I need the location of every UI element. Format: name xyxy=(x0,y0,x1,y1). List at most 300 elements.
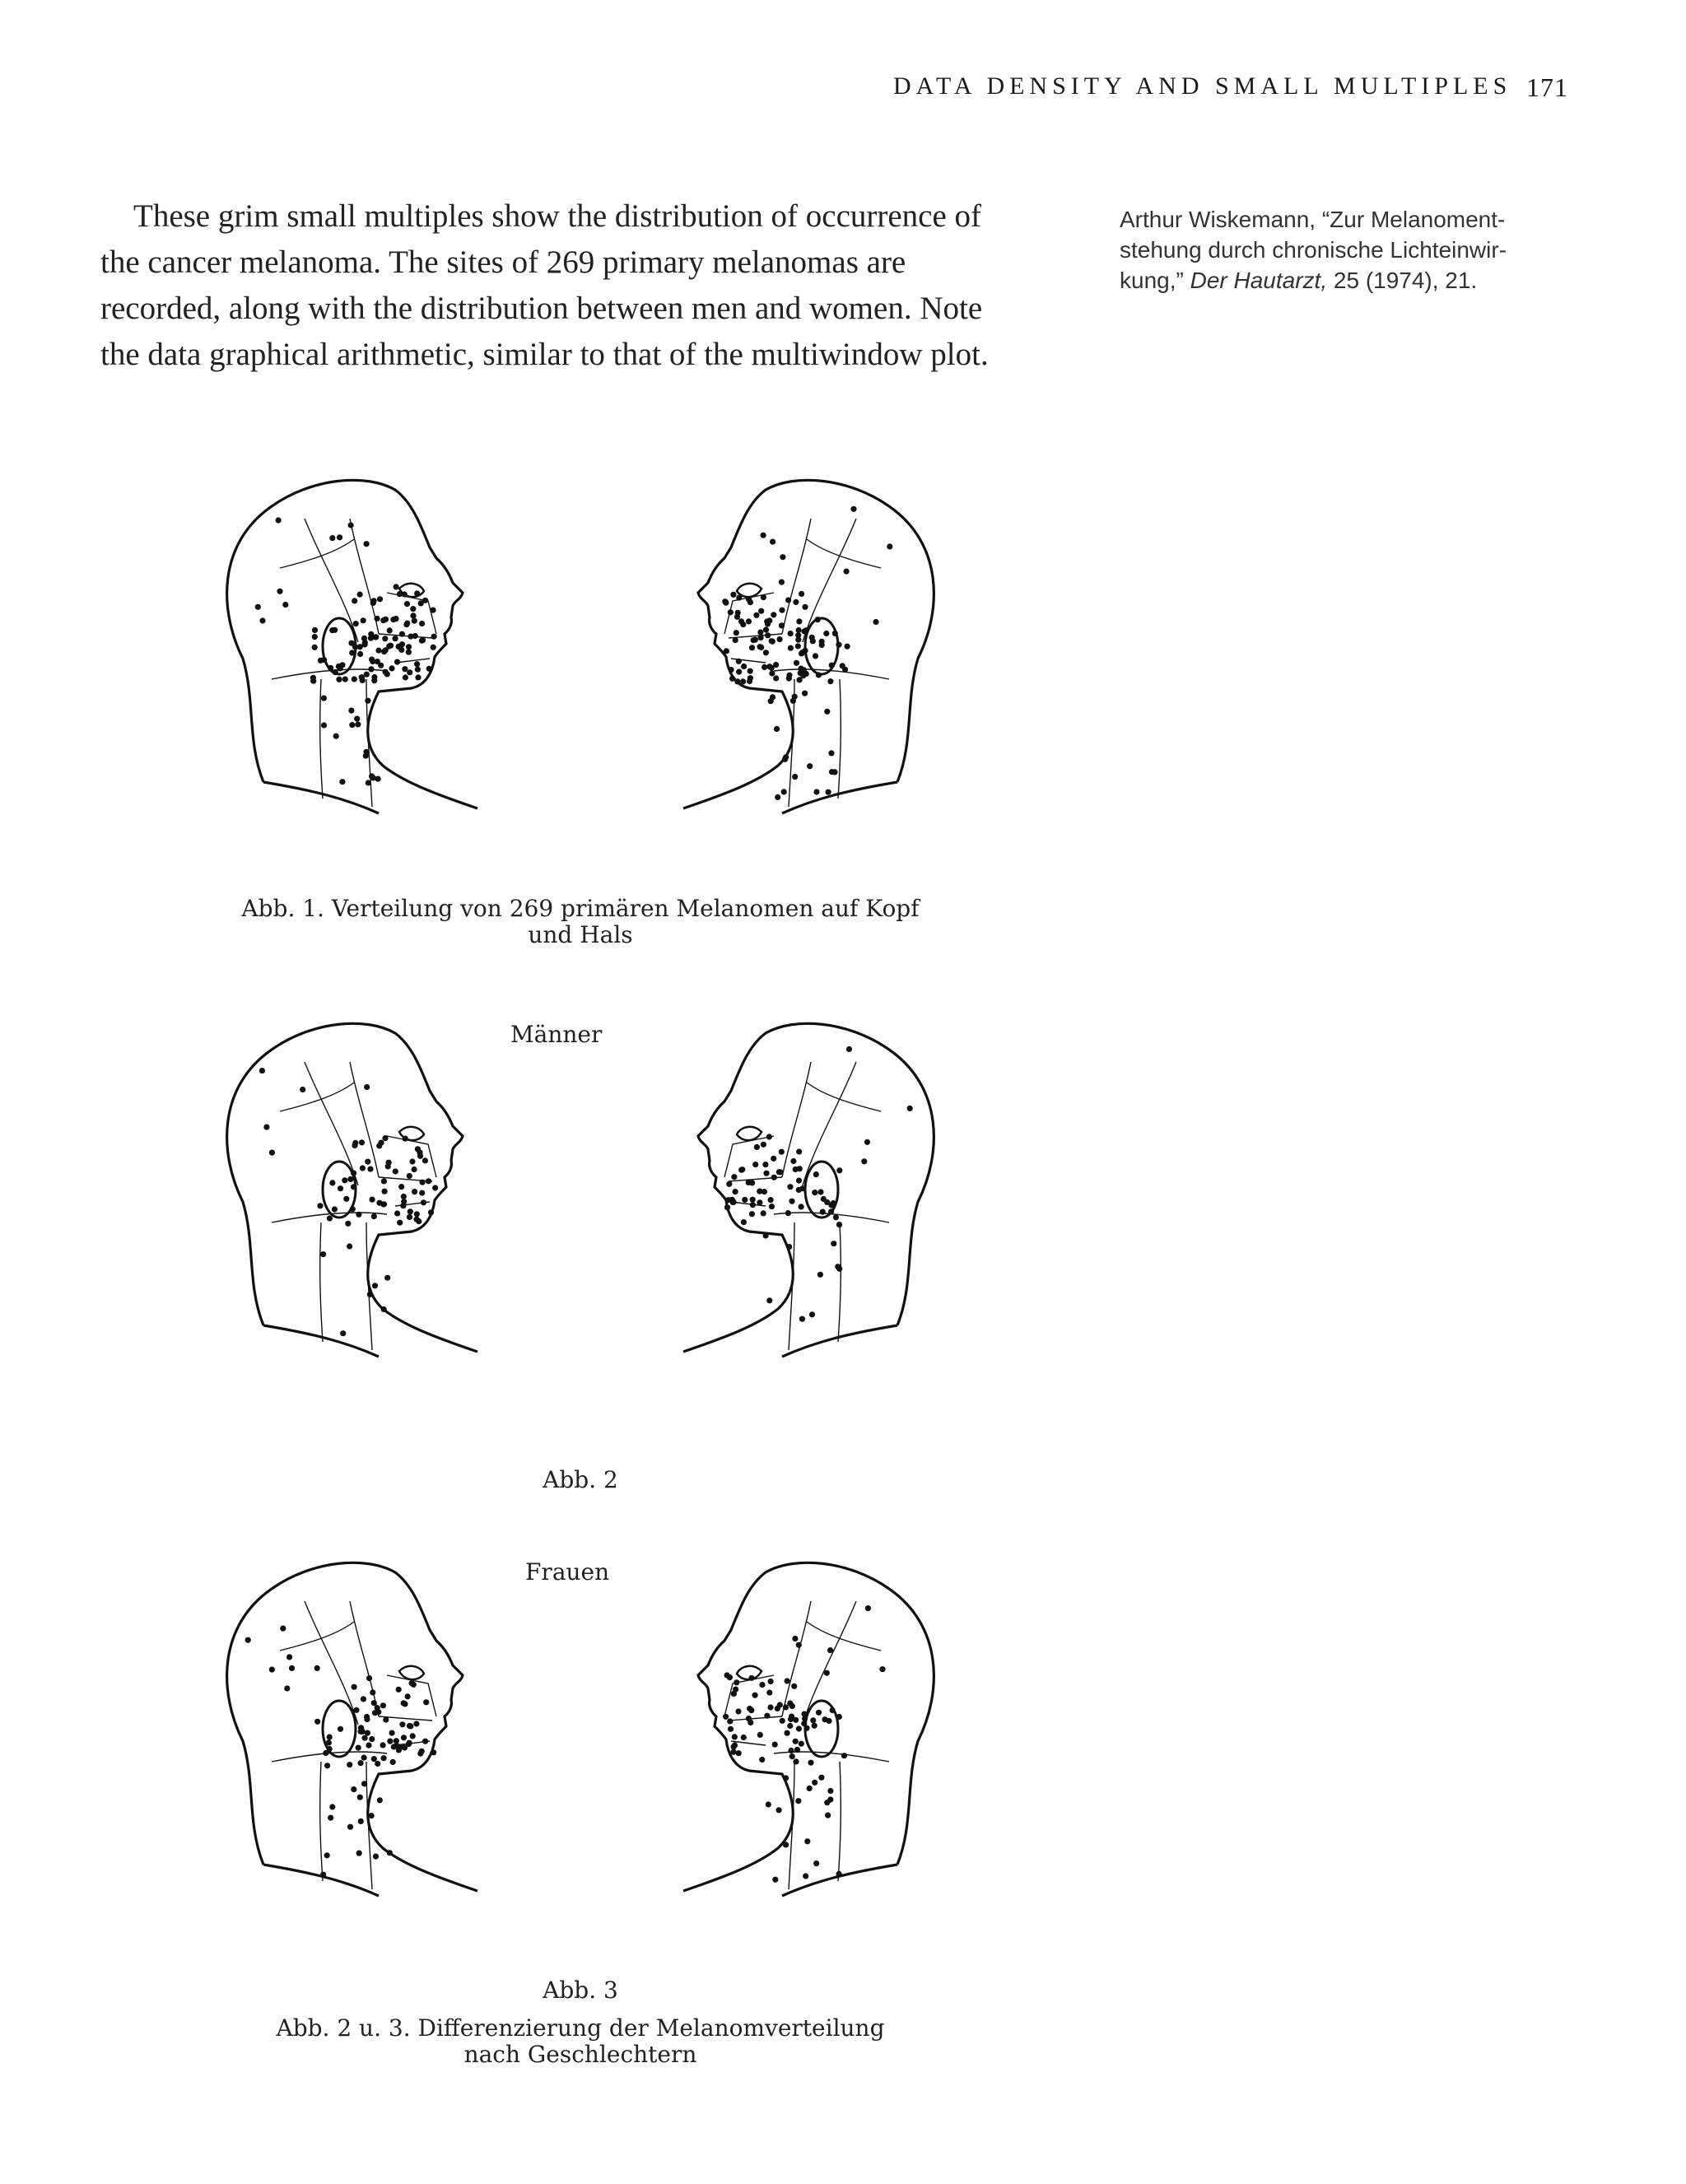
melanoma-site-dot xyxy=(361,1755,367,1761)
melanoma-site-dot xyxy=(802,691,808,696)
melanoma-site-dot xyxy=(362,641,368,647)
melanoma-site-dot xyxy=(422,1739,428,1744)
melanoma-site-dot xyxy=(393,1168,398,1174)
melanoma-site-dot xyxy=(823,631,829,636)
melanoma-site-dot xyxy=(269,1150,275,1156)
melanoma-site-dot xyxy=(411,1682,417,1688)
melanoma-site-dot xyxy=(828,1208,834,1214)
melanoma-site-dot xyxy=(773,675,779,681)
melanoma-site-dot xyxy=(779,608,785,613)
melanoma-site-dot xyxy=(770,694,775,700)
melanoma-site-dot xyxy=(757,1189,762,1194)
melanoma-site-dot xyxy=(407,1723,412,1729)
melanoma-site-dot xyxy=(741,1219,747,1225)
melanoma-site-dot xyxy=(386,643,392,649)
melanoma-site-dot xyxy=(404,601,410,607)
melanoma-site-dot xyxy=(358,1725,364,1730)
melanoma-site-dot xyxy=(363,753,369,759)
melanoma-site-dot xyxy=(758,645,764,650)
melanoma-site-dot xyxy=(360,1165,366,1171)
melanoma-site-dot xyxy=(779,622,785,628)
melanoma-site-dot xyxy=(366,1675,372,1681)
head-profile-left-facing xyxy=(683,480,934,813)
body-paragraph: These grim small multiples show the distribution of occurrence of the cancer melanoma. The sites of 269 primary melanomas are recorded, along with the distribution between men and women. Note the data graphical arithmetic, similar to that of the multiwindow plot. xyxy=(100,198,989,372)
melanoma-site-dot xyxy=(768,1679,774,1684)
melanoma-site-dot xyxy=(414,1211,420,1217)
melanoma-site-dot xyxy=(353,621,359,626)
figure-3 xyxy=(189,1552,971,1898)
melanoma-site-dot xyxy=(364,541,370,547)
melanoma-site-dot xyxy=(770,639,775,645)
melanoma-site-dot xyxy=(355,721,361,727)
melanoma-site-dot xyxy=(431,1749,436,1755)
melanoma-site-dot xyxy=(415,667,421,673)
melanoma-site-dot xyxy=(779,580,785,585)
melanoma-site-dot xyxy=(391,1744,397,1749)
melanoma-site-dot xyxy=(734,630,739,636)
melanoma-site-dot xyxy=(777,1702,783,1707)
melanoma-site-dot xyxy=(788,645,794,651)
melanoma-site-dot xyxy=(431,645,436,650)
head-outline xyxy=(272,1752,387,1762)
melanoma-site-dot xyxy=(802,648,808,654)
melanoma-site-dot xyxy=(729,667,734,673)
melanoma-site-dot xyxy=(419,638,425,644)
melanoma-site-dot xyxy=(426,1178,431,1184)
melanoma-site-dot xyxy=(329,535,335,541)
melanoma-site-dot xyxy=(746,1180,752,1185)
melanoma-site-dot xyxy=(793,1758,799,1764)
melanoma-site-dot xyxy=(373,634,379,640)
melanoma-site-dot xyxy=(381,1306,387,1312)
melanoma-site-dot xyxy=(414,590,420,596)
melanoma-site-dot xyxy=(829,663,835,668)
melanoma-site-dot xyxy=(321,722,327,728)
melanoma-site-dot xyxy=(367,1167,373,1172)
melanoma-site-dot xyxy=(732,1742,738,1748)
melanoma-site-dot xyxy=(796,1187,802,1193)
melanoma-site-dot xyxy=(793,599,799,605)
melanoma-site-dot xyxy=(376,1143,382,1148)
head-outline xyxy=(838,679,841,799)
melanoma-site-dot xyxy=(419,1749,425,1754)
melanoma-site-dot xyxy=(825,1813,831,1818)
melanoma-site-dot xyxy=(350,1206,356,1212)
melanoma-site-dot xyxy=(781,789,787,794)
melanoma-site-dot xyxy=(741,664,747,669)
melanoma-site-dot xyxy=(907,1106,913,1111)
melanoma-site-dot xyxy=(785,1210,791,1216)
sidenote-text: Arthur Wiskemann, “Zur Melanoment-stehung durch chronische Lichteinwir-kung,” xyxy=(1120,207,1507,293)
melanoma-site-dot xyxy=(827,1647,833,1653)
melanoma-site-dot xyxy=(831,1241,836,1246)
melanoma-site-dot xyxy=(828,750,834,756)
head-outline xyxy=(320,1762,323,1881)
melanoma-site-dot xyxy=(736,595,742,601)
melanoma-site-dot xyxy=(836,642,841,648)
melanoma-site-dot xyxy=(785,597,791,603)
melanoma-site-dot xyxy=(353,1707,359,1713)
melanoma-site-dot xyxy=(365,1159,370,1165)
melanoma-site-dot xyxy=(758,635,764,640)
head-diagram-men xyxy=(189,1013,971,1358)
melanoma-site-dot xyxy=(351,1184,356,1190)
melanoma-site-dot xyxy=(813,1171,819,1177)
melanoma-site-dot xyxy=(409,1158,415,1164)
melanoma-site-dot xyxy=(748,1675,754,1681)
melanoma-site-dot xyxy=(750,1197,756,1203)
melanoma-site-dot xyxy=(245,1637,251,1643)
melanoma-site-dot xyxy=(406,650,412,655)
melanoma-site-dot xyxy=(356,1851,362,1856)
melanoma-site-dot xyxy=(792,1636,798,1641)
melanoma-site-dot xyxy=(799,591,804,597)
melanoma-site-dot xyxy=(415,1146,421,1152)
melanoma-site-dot xyxy=(365,1730,370,1736)
melanoma-site-dot xyxy=(414,661,420,667)
melanoma-site-dot xyxy=(749,645,755,650)
melanoma-site-dot xyxy=(735,1708,741,1714)
eye-outline xyxy=(399,1666,424,1679)
melanoma-site-dot xyxy=(255,604,261,610)
melanoma-site-dot xyxy=(787,1184,793,1190)
melanoma-site-dot xyxy=(813,653,818,659)
melanoma-site-dot xyxy=(369,1813,375,1818)
melanoma-site-dot xyxy=(326,1739,332,1745)
melanoma-site-dot xyxy=(323,1750,328,1756)
running-head xyxy=(893,72,1568,105)
melanoma-site-dot xyxy=(790,1158,796,1164)
melanoma-site-dot xyxy=(312,645,318,650)
figure-1-caption-line-2: und Hals xyxy=(528,921,633,948)
melanoma-site-dot xyxy=(380,617,386,623)
melanoma-site-dot xyxy=(836,1871,842,1877)
melanoma-site-dot xyxy=(380,1201,386,1207)
melanoma-site-dot xyxy=(789,1753,795,1759)
melanoma-site-dot xyxy=(342,677,348,682)
melanoma-site-dot xyxy=(796,1148,802,1154)
melanoma-site-dot xyxy=(741,1735,747,1740)
melanoma-site-dot xyxy=(771,1175,777,1180)
melanoma-site-dot xyxy=(389,1730,395,1736)
melanoma-site-dot xyxy=(368,666,374,672)
melanoma-site-dot xyxy=(795,1798,801,1804)
melanoma-site-dot xyxy=(836,1167,842,1173)
melanoma-site-dot xyxy=(766,1690,772,1696)
melanoma-site-dot xyxy=(736,1750,742,1756)
melanoma-site-dot xyxy=(807,1786,813,1791)
melanoma-site-dot xyxy=(280,1626,286,1632)
head-outline xyxy=(280,1083,354,1111)
head-outline xyxy=(807,1083,881,1111)
melanoma-site-dot xyxy=(733,637,738,643)
melanoma-site-dot xyxy=(422,1157,428,1163)
melanoma-site-dot xyxy=(390,1759,396,1765)
melanoma-site-dot xyxy=(394,659,400,665)
melanoma-site-dot xyxy=(748,668,753,674)
melanoma-site-dot xyxy=(740,678,746,684)
melanoma-site-dot xyxy=(329,1180,335,1185)
melanoma-site-dot xyxy=(426,666,432,672)
melanoma-site-dot xyxy=(387,1739,393,1744)
melanoma-site-dot xyxy=(410,612,416,618)
melanoma-site-dot xyxy=(802,604,808,610)
figure-3-caption: Abb. 3 xyxy=(543,1977,618,2004)
melanoma-site-dot xyxy=(369,1736,375,1742)
melanoma-site-dot xyxy=(332,1206,338,1212)
head-outline xyxy=(782,1601,811,1716)
melanoma-site-dot xyxy=(824,1800,830,1805)
melanoma-site-dot xyxy=(377,1797,383,1803)
melanoma-site-dot xyxy=(767,1704,773,1710)
eye-outline xyxy=(737,584,761,597)
melanoma-site-dot xyxy=(352,598,357,603)
melanoma-site-dot xyxy=(349,722,355,728)
melanoma-site-dot xyxy=(371,1756,377,1762)
head-outline xyxy=(263,782,379,813)
melanoma-site-dot xyxy=(320,1251,326,1257)
melanoma-site-dot xyxy=(412,1189,417,1194)
melanoma-site-dot xyxy=(793,1739,799,1744)
head-profile-right-facing xyxy=(227,480,477,813)
melanoma-site-dot xyxy=(432,1185,438,1190)
melanoma-site-dot xyxy=(412,633,418,639)
melanoma-site-dot xyxy=(394,1210,400,1216)
figure-2-3-caption xyxy=(189,2015,971,2068)
melanoma-site-dot xyxy=(415,674,421,680)
melanoma-site-dot xyxy=(430,608,435,613)
head-outline xyxy=(729,1716,782,1721)
melanoma-site-dot xyxy=(822,1716,828,1722)
melanoma-site-dot xyxy=(314,1719,320,1725)
melanoma-site-dot xyxy=(324,1852,330,1858)
head-outline xyxy=(807,539,881,568)
melanoma-site-dot xyxy=(792,774,798,780)
figure-3-title: Frauen xyxy=(525,1558,610,1586)
melanoma-site-dot xyxy=(348,522,354,528)
melanoma-site-dot xyxy=(861,1158,867,1164)
melanoma-site-dot xyxy=(352,676,357,682)
melanoma-site-dot xyxy=(327,1735,333,1740)
melanoma-site-dot xyxy=(774,726,780,732)
melanoma-site-dot xyxy=(357,651,363,657)
melanoma-site-dot xyxy=(794,1747,800,1753)
melanoma-site-dot xyxy=(399,631,405,637)
melanoma-site-dot xyxy=(413,1721,419,1726)
melanoma-site-dot xyxy=(799,1316,805,1322)
melanoma-site-dot xyxy=(300,1087,305,1092)
melanoma-site-dot xyxy=(752,1162,758,1167)
melanoma-site-dot xyxy=(396,1687,402,1693)
melanoma-site-dot xyxy=(786,1244,792,1250)
melanoma-site-dot xyxy=(403,622,409,627)
melanoma-site-dot xyxy=(419,621,425,626)
melanoma-site-dot xyxy=(734,678,740,684)
melanoma-site-dot xyxy=(763,650,769,655)
melanoma-site-dot xyxy=(776,1169,782,1175)
melanoma-site-dot xyxy=(402,1744,408,1750)
melanoma-site-dot xyxy=(761,1210,766,1216)
figure-2-caption: Abb. 2 xyxy=(543,1466,618,1493)
melanoma-site-dot xyxy=(361,1696,366,1702)
melanoma-site-dot xyxy=(795,643,801,649)
melanoma-site-dot xyxy=(730,1199,736,1205)
melanoma-site-dot xyxy=(352,1684,357,1690)
melanoma-site-dot xyxy=(766,1297,772,1303)
melanoma-site-dot xyxy=(403,1136,408,1142)
melanoma-site-dot xyxy=(401,1199,407,1204)
melanoma-site-dot xyxy=(730,1749,736,1755)
melanoma-site-dot xyxy=(887,543,892,549)
melanoma-site-dot xyxy=(347,1824,353,1830)
melanoma-site-dot xyxy=(361,617,366,623)
head-outline xyxy=(782,1325,897,1357)
melanoma-site-dot xyxy=(765,632,771,638)
melanoma-site-dot xyxy=(351,1170,356,1176)
page-number: 171 xyxy=(1526,72,1568,102)
melanoma-site-dot xyxy=(813,1860,819,1866)
melanoma-site-dot xyxy=(810,1717,816,1723)
melanoma-site-dot xyxy=(748,599,753,605)
melanoma-site-dot xyxy=(865,1605,871,1611)
melanoma-site-dot xyxy=(780,554,785,560)
melanoma-site-dot xyxy=(827,678,833,684)
melanoma-site-dot xyxy=(359,1139,365,1145)
melanoma-site-dot xyxy=(727,1718,733,1724)
melanoma-site-dot xyxy=(809,1311,815,1317)
melanoma-site-dot xyxy=(397,591,403,597)
melanoma-site-dot xyxy=(742,1197,748,1203)
melanoma-site-dot xyxy=(803,671,809,677)
melanoma-site-dot xyxy=(850,506,856,512)
melanoma-site-dot xyxy=(421,1199,426,1205)
melanoma-site-dot xyxy=(401,1700,407,1706)
melanoma-site-dot xyxy=(361,636,367,641)
melanoma-site-dot xyxy=(398,1184,404,1190)
melanoma-site-dot xyxy=(259,617,265,623)
head-outline xyxy=(280,1622,354,1651)
melanoma-site-dot xyxy=(351,1786,356,1792)
melanoma-site-dot xyxy=(735,610,741,616)
head-outline xyxy=(838,1762,841,1881)
melanoma-site-dot xyxy=(733,1189,738,1194)
melanoma-site-dot xyxy=(728,609,734,615)
melanoma-site-dot xyxy=(723,600,729,606)
melanoma-site-dot xyxy=(333,669,338,675)
melanoma-site-dot xyxy=(403,674,408,680)
melanoma-site-dot xyxy=(382,1135,388,1141)
melanoma-site-dot xyxy=(327,1215,333,1221)
figure-1 xyxy=(189,469,971,815)
melanoma-site-dot xyxy=(347,1176,353,1182)
melanoma-site-dot xyxy=(386,1160,392,1166)
melanoma-site-dot xyxy=(736,659,742,664)
melanoma-site-dot xyxy=(757,630,763,636)
melanoma-site-dot xyxy=(763,626,769,632)
melanoma-site-dot xyxy=(730,592,736,598)
melanoma-site-dot xyxy=(763,1232,769,1238)
melanoma-site-dot xyxy=(259,1068,265,1073)
melanoma-site-dot xyxy=(817,1272,823,1278)
melanoma-site-dot xyxy=(818,1775,824,1781)
melanoma-site-dot xyxy=(763,1171,769,1176)
figure-2 xyxy=(189,1013,971,1358)
melanoma-site-dot xyxy=(401,1735,407,1740)
melanoma-site-dot xyxy=(816,672,822,678)
melanoma-site-dot xyxy=(799,1204,804,1209)
melanoma-site-dot xyxy=(769,665,775,671)
melanoma-site-dot xyxy=(783,1842,789,1847)
head-profile-left-facing xyxy=(683,1023,934,1357)
melanoma-site-dot xyxy=(804,1838,810,1844)
melanoma-site-dot xyxy=(732,1734,738,1739)
melanoma-site-dot xyxy=(827,1788,833,1794)
melanoma-site-dot xyxy=(365,698,370,704)
sidenote-journal: Der Hautarzt, xyxy=(1190,268,1328,293)
melanoma-site-dot xyxy=(357,1795,363,1800)
melanoma-site-dot xyxy=(788,631,794,636)
head-outline xyxy=(263,1325,379,1357)
melanoma-site-dot xyxy=(320,1872,326,1878)
head-diagram-women xyxy=(189,1552,971,1898)
melanoma-site-dot xyxy=(759,1682,765,1688)
melanoma-site-dot xyxy=(356,1745,361,1751)
melanoma-site-dot xyxy=(342,1177,347,1183)
melanoma-site-dot xyxy=(399,1721,405,1727)
melanoma-site-dot xyxy=(783,1704,789,1710)
melanoma-site-dot xyxy=(826,789,831,795)
melanoma-site-dot xyxy=(352,1140,358,1146)
figure-2-title: Männer xyxy=(510,1021,603,1048)
melanoma-site-dot xyxy=(724,1204,730,1210)
sidenote-citation xyxy=(1120,204,1564,296)
melanoma-site-dot xyxy=(282,602,288,608)
melanoma-site-dot xyxy=(329,1804,335,1809)
melanoma-site-dot xyxy=(375,648,381,654)
melanoma-site-dot xyxy=(724,648,729,654)
melanoma-site-dot xyxy=(314,1665,320,1671)
melanoma-site-dot xyxy=(284,1685,290,1691)
melanoma-site-dot xyxy=(387,627,393,633)
melanoma-site-dot xyxy=(375,1761,380,1767)
melanoma-site-dot xyxy=(802,628,808,634)
melanoma-site-dot xyxy=(357,592,363,598)
head-outline xyxy=(782,519,811,634)
melanoma-site-dot xyxy=(362,1735,368,1741)
melanoma-site-dot xyxy=(398,647,404,653)
melanoma-site-dot xyxy=(393,636,398,641)
melanoma-site-dot xyxy=(833,1214,839,1220)
melanoma-site-dot xyxy=(348,640,354,646)
melanoma-site-dot xyxy=(775,794,780,800)
melanoma-site-dot xyxy=(726,1181,732,1187)
melanoma-site-dot xyxy=(768,1197,774,1203)
eye-outline xyxy=(737,1127,761,1140)
melanoma-site-dot xyxy=(367,1292,373,1297)
head-outline xyxy=(782,782,897,813)
melanoma-site-dot xyxy=(358,1760,364,1766)
melanoma-site-dot xyxy=(747,1706,752,1711)
melanoma-site-dot xyxy=(343,1196,349,1202)
melanoma-site-dot xyxy=(728,1726,734,1732)
melanoma-site-dot xyxy=(366,780,371,785)
melanoma-site-dot xyxy=(873,619,878,625)
melanoma-site-dot xyxy=(770,539,775,545)
melanoma-site-dot xyxy=(824,1670,830,1676)
melanoma-site-dot xyxy=(761,1142,766,1148)
melanoma-site-dot xyxy=(420,1180,426,1185)
melanoma-site-dot xyxy=(394,584,399,589)
